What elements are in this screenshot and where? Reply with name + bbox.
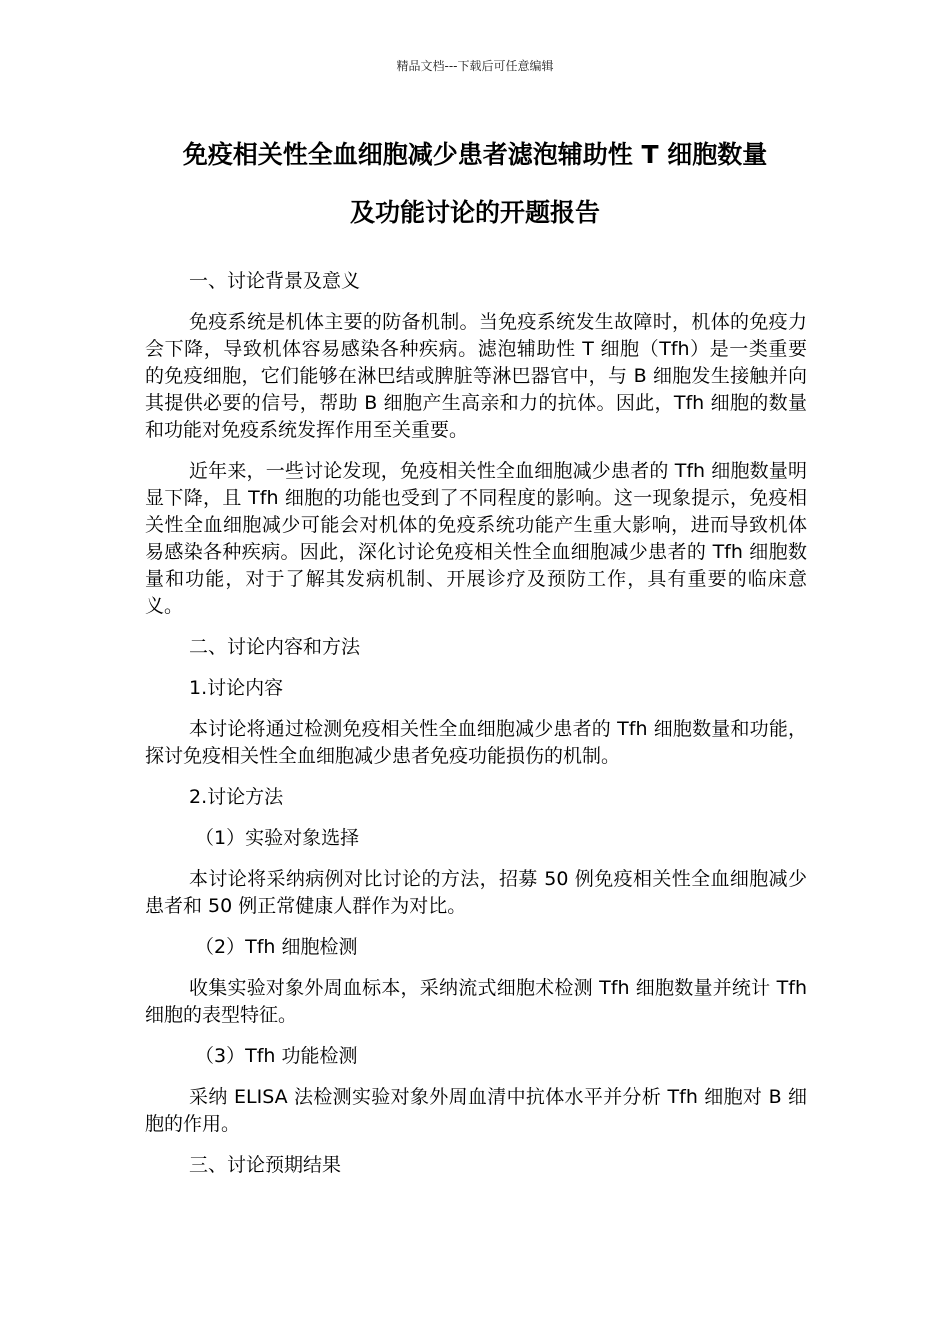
document-title-line-1: 免疫相关性全血细胞减少患者滤泡辅助性 T 细胞数量 xyxy=(182,140,768,169)
section-heading-background: 一、讨论背景及意义 xyxy=(189,270,361,292)
section-heading-expected-results: 三、讨论预期结果 xyxy=(189,1154,342,1176)
paragraph-tfh-function: 采纳 ELISA 法检测实验对象外周血清中抗体水平并分析 Tfh 细胞对 B 细胞的作用。 xyxy=(145,1086,807,1135)
paragraph-tfh-detection: 收集实验对象外周血标本，采纳流式细胞术检测 Tfh 细胞数量并统计 Tfh 细胞的表型特征。 xyxy=(145,977,807,1026)
method-heading-tfh-detection: （2）Tfh 细胞检测 xyxy=(195,936,358,958)
header-note: 精品文档---下载后可任意编辑 xyxy=(396,59,554,73)
paragraph-recent-research: 近年来，一些讨论发现，免疫相关性全血细胞减少患者的 Tfh 细胞数量明显下降，且 Tfh 细胞的功能也受到了不同程度的影响。这一现象提示，免疫相关性全血细胞减少可能会对机体的免疫系统功能产生重大影响，进而导致机体易感染各种疾病。因此，深化讨论免疫相关性全血细胞减少患者的 Tfh 细胞数量和功能，对于了解其发病机制、开展诊疗及预防工作，具有重要的临床意义。 xyxy=(145,460,807,617)
subsection-heading-methods: 2.讨论方法 xyxy=(189,786,284,808)
paragraph-immune-system: 免疫系统是机体主要的防备机制。当免疫系统发生故障时，机体的免疫力会下降，导致机体容易感染各种疾病。滤泡辅助性 T 细胞（Tfh）是一类重要的免疫细胞，它们能够在淋巴结或脾脏等淋巴器官中，与 B 细胞发生接触并向其提供必要的信号，帮助 B 细胞产生高亲和力的抗体。因此，Tfh 细胞的数量和功能对免疫系统发挥作用至关重要。 xyxy=(145,311,807,441)
section-heading-content-methods: 二、讨论内容和方法 xyxy=(189,636,361,658)
method-heading-subjects: （1）实验对象选择 xyxy=(195,827,360,849)
document-body xyxy=(145,268,807,1193)
document-title-line-2: 及功能讨论的开题报告 xyxy=(349,198,600,227)
paragraph-content: 本讨论将通过检测免疫相关性全血细胞减少患者的 Tfh 细胞数量和功能，探讨免疫相关性全血细胞减少患者免疫功能损伤的机制。 xyxy=(145,718,807,767)
paragraph-subjects: 本讨论将采纳病例对比讨论的方法，招募 50 例免疫相关性全血细胞减少患者和 50 例正常健康人群作为对比。 xyxy=(145,868,807,917)
method-heading-tfh-function: （3）Tfh 功能检测 xyxy=(195,1045,358,1067)
subsection-heading-content: 1.讨论内容 xyxy=(189,677,284,699)
